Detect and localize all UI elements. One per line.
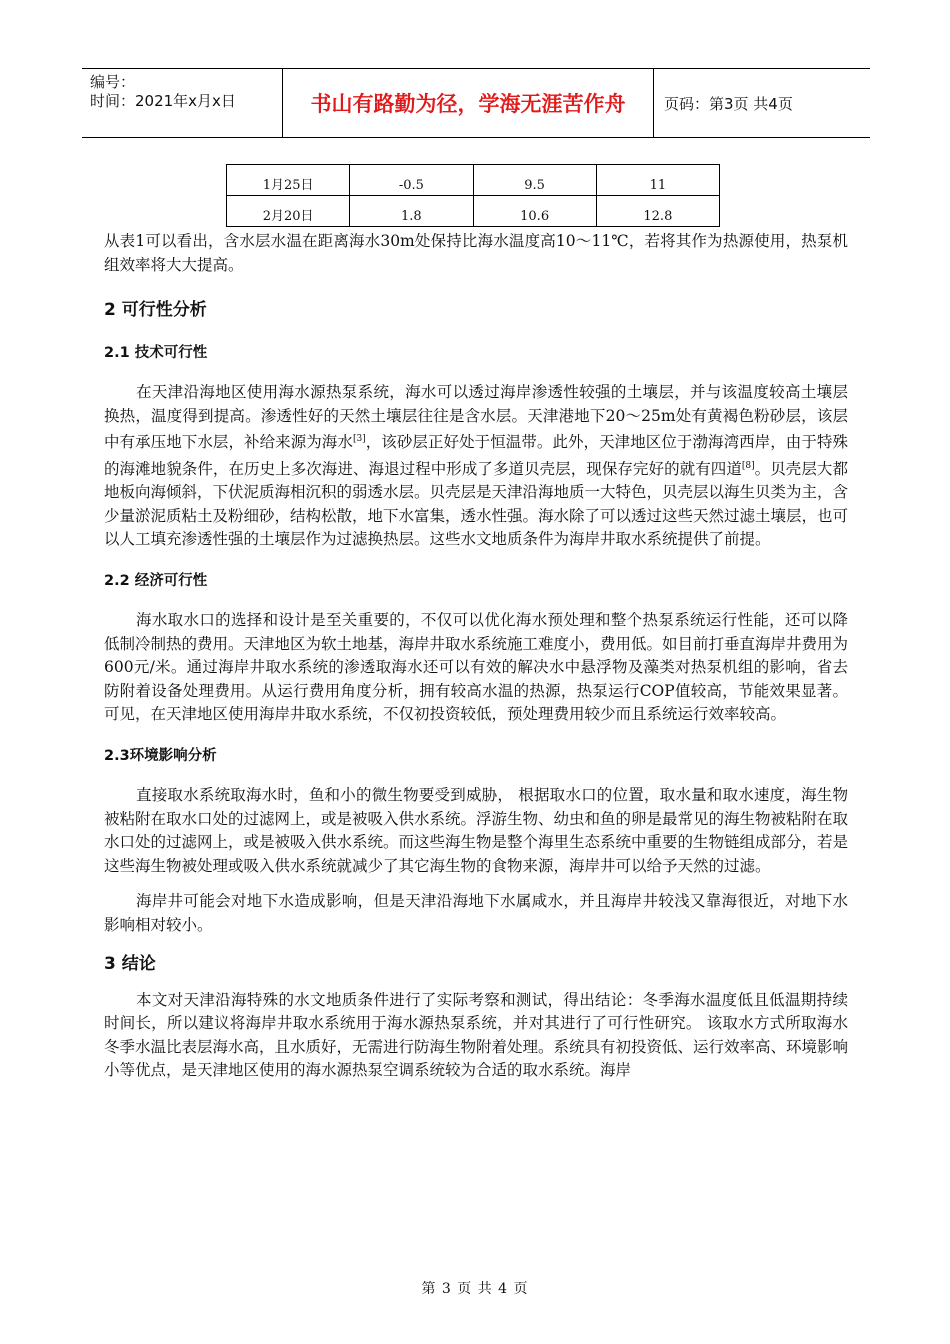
article-body	[104, 230, 848, 1083]
paragraph-text: ，该砂层正好处于恒温带。此外，天津地区位于渤海湾西岸，由于特殊的海滩地貌条件，在历史上多次海进、海退过程中形成了多道贝壳层，现保存完好的就有四道	[104, 433, 848, 478]
table-row	[227, 165, 720, 196]
intro-paragraph: 从表1可以看出，含水层水温在距离海水30m处保持比海水温度高10～11℃，若将其作为热源使用，热泵机组效率将大大提高。	[104, 232, 848, 274]
technical-paragraph	[104, 381, 848, 552]
citation-8: [8]	[741, 460, 755, 471]
table-cell: 2月20日	[227, 196, 350, 227]
document-number: 编号：	[90, 73, 136, 91]
document-date: 时间：2021年x月x日	[90, 92, 236, 110]
subsection-heading-environment: 2.3环境影响分析	[104, 747, 217, 764]
environment-paragraph-1: 直接取水系统取海水时，鱼和小的微生物要受到威胁， 根据取水口的位置，取水量和取水速度，海生物被粘附在取水口处的过滤网上，或是被吸入供水系统。浮游生物、幼虫和鱼的卵是最常见的海生物被粘附在取水口处的过滤网上，或是被吸入供水系统。而这些海生物是整个海里生态系统中重要的生物链组成部分，若是这些海生物被处理或吸入供水系统就减少了其它海生物的食物来源，海岸井可以给予天然的过滤。	[104, 786, 849, 875]
economic-paragraph: 海水取水口的选择和设计是至关重要的，不仅可以优化海水预处理和整个热泵系统运行性能，还可以降低制冷制热的费用。天津地区为软土地基，海岸井取水系统施工难度小，费用低。如目前打垂直海岸井费用为600元/米。通过海岸井取水系统的渗透取海水还可以有效的解决水中悬浮物及藻类对热泵机组的影响，省去防附着设备处理费用。从运行费用角度分析，拥有较高水温的热源，热泵运行COP值较高，节能效果显著。可见，在天津地区使用海岸井取水系统，不仅初投资较低，预处理费用较少而且系统运行效率较高。	[104, 611, 849, 724]
subsection-heading-economic: 2.2 经济可行性	[104, 572, 208, 589]
temperature-table	[226, 164, 720, 227]
subsection-heading-technical: 2.1 技术可行性	[104, 344, 208, 361]
header-page-number: 页码：第3页 共4页	[664, 94, 793, 113]
page-header	[82, 68, 870, 138]
conclusion-paragraph: 本文对天津沿海特殊的水文地质条件进行了实际考察和测试，得出结论：冬季海水温度低且低温期持续时间长，所以建议将海岸井取水系统用于海水源热泵系统，并对其进行了可行性研究。 该取水方式所取海水冬季水温比表层海水高，且水质好，无需进行防海生物附着处理。系统具有初投资低、运行效率高、环境影响小等优点，是天津地区使用的海水源热泵空调系统较为合适的取水系统。海岸	[104, 990, 849, 1080]
header-meta	[82, 69, 282, 137]
header-motto: 书山有路勤为径，学海无涯苦作舟	[282, 69, 654, 137]
table-cell: 12.8	[596, 196, 719, 227]
table-cell: 1.8	[350, 196, 473, 227]
page-footer: 第 3 页 共 4 页	[421, 1281, 529, 1297]
section-heading-conclusion: 3 结论	[104, 954, 156, 975]
table-cell: 9.5	[473, 165, 596, 196]
section-heading-feasibility: 2 可行性分析	[104, 300, 207, 320]
table-cell: 1月25日	[227, 165, 350, 196]
table-cell: 10.6	[473, 196, 596, 227]
table-cell: -0.5	[350, 165, 473, 196]
table-row	[227, 196, 720, 227]
table-cell: 11	[596, 165, 719, 196]
paragraph-text: 。贝壳层大都地板向海倾斜，下伏泥质海相沉积的弱透水层。贝壳层是天津沿海地质一大特色，贝壳层以海生贝类为主，含少量淤泥质粘土及粉细砂，结构松散，地下水富集，透水性强。海水除了可以透过这些天然过滤土壤层，也可以人工填充渗透性强的土壤层作为过滤换热层。这些水文地质条件为海岸井取水系统提供了前提。	[104, 459, 849, 549]
paragraph-text: 在天津沿海地区使用海水源热泵系统，海水可以透过海岸渗透性较强的土壤层，并与该温度较高土壤层换热，温度得到提高。渗透性好的天然土壤层往往是含水层。天津港地下20～25m处有黄褐色粉砂层，该层中有承压地下水层，补给来源为海水	[104, 383, 848, 452]
citation-3: [3]	[352, 434, 366, 444]
environment-paragraph-2: 海岸井可能会对地下水造成影响，但是天津沿海地下水属咸水，并且海岸井较浅又靠海很近，对地下水影响相对较小。	[104, 892, 848, 934]
